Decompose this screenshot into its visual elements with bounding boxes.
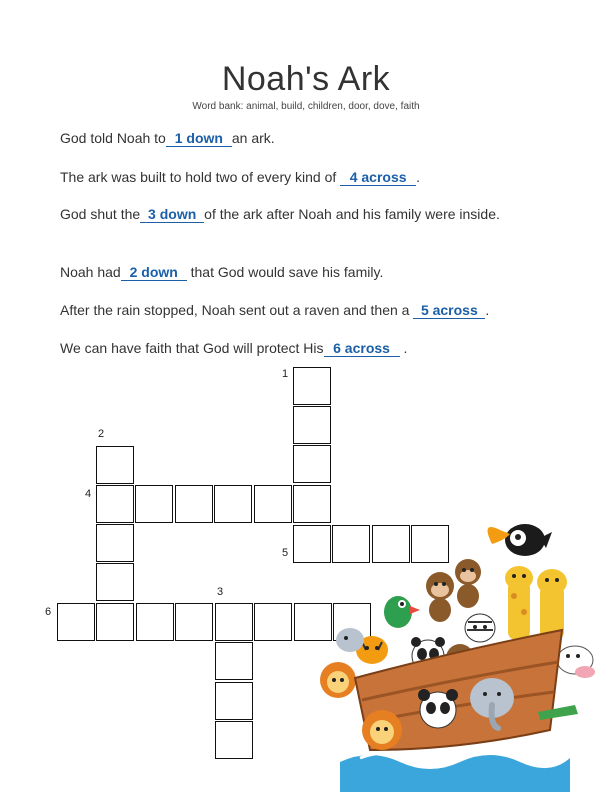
- crossword-cell[interactable]: [57, 603, 95, 641]
- answer-blank[interactable]: 6 across: [324, 340, 400, 357]
- clue-number: 5: [282, 547, 289, 559]
- clue-number: 6: [45, 606, 52, 618]
- clue-text-before: Noah had: [60, 264, 121, 280]
- lion-icon: [320, 662, 356, 698]
- clue-text-after: .: [416, 169, 421, 185]
- toucan-icon: [488, 524, 553, 556]
- crossword-cell[interactable]: [215, 642, 253, 680]
- lion-icon: [362, 710, 402, 750]
- clue-text-before: After the rain stopped, Noah sent out a raven and then a: [60, 302, 410, 318]
- crossword-cell[interactable]: [293, 445, 331, 483]
- clue-number: 4: [85, 488, 92, 500]
- clue-number: 2: [98, 428, 105, 440]
- clue-text-before: God told Noah to: [60, 130, 166, 146]
- clue-text-after: of the ark after Noah and his family were inside.: [204, 206, 500, 222]
- crossword-cell[interactable]: [175, 485, 213, 523]
- answer-blank[interactable]: 4 across: [340, 169, 416, 186]
- zebra-icon: [465, 614, 495, 642]
- crossword-cell[interactable]: [254, 603, 292, 641]
- clue-text-before: The ark was built to hold two of every kind of: [60, 169, 337, 185]
- crossword-cell[interactable]: [96, 485, 134, 523]
- clue-text-after: .: [485, 302, 490, 318]
- crossword-cell[interactable]: [96, 446, 134, 484]
- water-waves: [340, 755, 570, 792]
- crossword-cell[interactable]: [293, 367, 331, 405]
- clue-text-after: .: [403, 340, 408, 356]
- monkey-icon: [426, 572, 454, 622]
- crossword-cell[interactable]: [175, 603, 213, 641]
- crossword-cell[interactable]: [214, 485, 252, 523]
- clue-text-before: We can have faith that God will protect His: [60, 340, 324, 356]
- giraffe-icon: [505, 566, 533, 640]
- crossword-cell[interactable]: [96, 563, 134, 601]
- clue-number: 1: [282, 368, 289, 380]
- answer-blank[interactable]: 2 down: [121, 264, 187, 281]
- word-bank: Word bank: animal, build, children, door, dove, faith: [192, 101, 420, 112]
- monkey-icon: [455, 559, 481, 608]
- noahs-ark-illustration: [300, 500, 612, 792]
- clue-text-after: an ark.: [231, 130, 275, 146]
- crossword-cell[interactable]: [136, 603, 174, 641]
- crossword-cell[interactable]: [293, 406, 331, 444]
- answer-blank[interactable]: 5 across: [413, 302, 485, 319]
- crossword-cell[interactable]: [254, 485, 292, 523]
- parrot-icon: [384, 596, 420, 628]
- crossword-cell[interactable]: [215, 721, 253, 759]
- page-title: Noah's Ark: [221, 60, 391, 98]
- crossword-cell[interactable]: [215, 603, 253, 641]
- clue-text-after: that God would save his family.: [190, 264, 384, 280]
- clue-text-before: God shut the: [60, 206, 141, 222]
- answer-blank[interactable]: 1 down: [166, 130, 232, 147]
- crossword-cell[interactable]: [215, 682, 253, 720]
- cow-icon: [557, 646, 595, 678]
- elephant-icon: [336, 628, 364, 652]
- crossword-cell[interactable]: [96, 524, 134, 562]
- answer-blank[interactable]: 3 down: [140, 206, 204, 223]
- crossword-cell[interactable]: [135, 485, 173, 523]
- crossword-cell[interactable]: [96, 603, 134, 641]
- clue-number: 3: [217, 586, 224, 598]
